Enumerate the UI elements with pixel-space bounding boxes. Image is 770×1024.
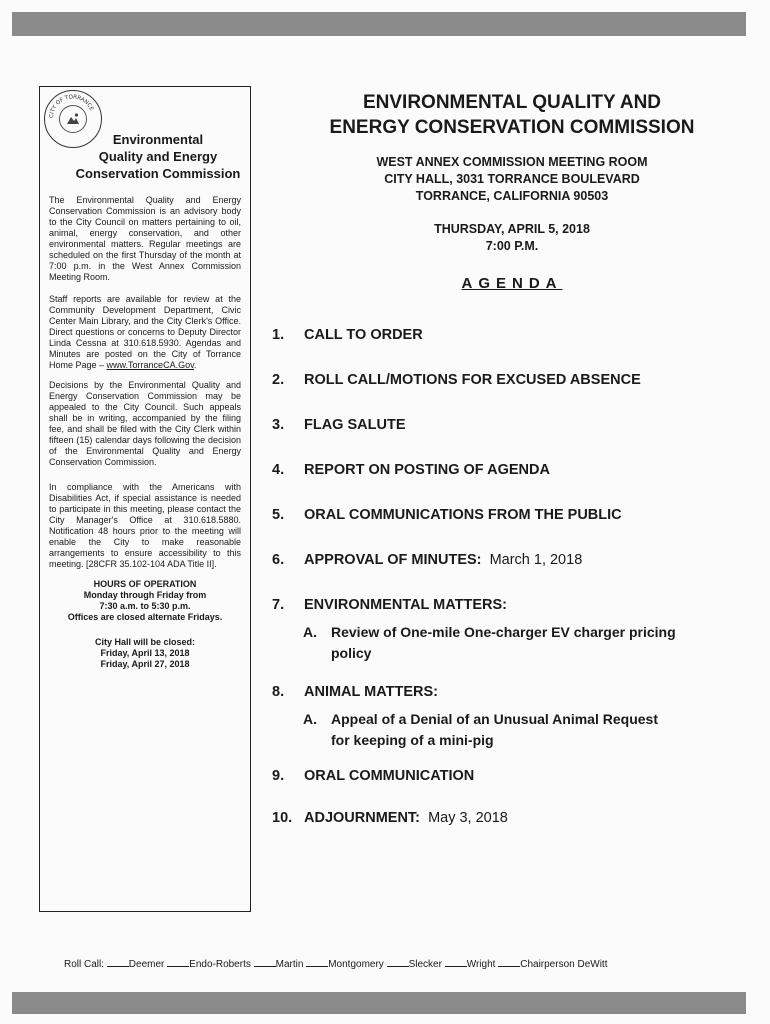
agenda-item-adjournment: 10. ADJOURNMENT: May 3, 2018 xyxy=(272,810,508,826)
agenda-item-roll-call: 2. ROLL CALL/MOTIONS FOR EXCUSED ABSENCE xyxy=(272,372,641,388)
roll-call-member: Deemer xyxy=(128,959,165,970)
commission-description: The Environmental Quality and Energy Conservation Commission is an advisory body to the City Council on matters pertaining to oil, animal, energy conservation, and other environmental matters. Regular meetings are scheduled on the first Thursday of the month at 7:00 p.m. in the West Annex Commission Meeting Room. xyxy=(49,195,241,282)
adjournment-date: May 3, 2018 xyxy=(428,810,508,826)
agenda-heading: AGENDA xyxy=(461,275,563,292)
page-title: ENVIRONMENTAL QUALITY AND ENERGY CONSERVATION COMMISSION xyxy=(329,92,695,138)
city-website-link[interactable]: www.TorranceCA.Gov xyxy=(106,360,194,370)
closure-dates: City Hall will be closed: Friday, April 13, 2018 Friday, April 27, 2018 xyxy=(94,637,196,669)
top-scan-band xyxy=(12,12,746,36)
sidebar-title: Environmental Quality and Energy Conservation Commission xyxy=(75,132,241,181)
appeals-note: Decisions by the Environmental Quality and Energy Conservation Commission may be appealed to the City Council. Such appeals shall be in writing, accompanied by the filing fee, and shall be filed with the City Clerk within fifteen (15) calendar days following the decision of the Environmental Quality and Energy Conservation Commission. xyxy=(49,380,241,467)
agenda-subitem-mini-pig-appeal: A. Appeal of a Denial of an Unusual Animal Request for keeping of a mini-pig xyxy=(303,711,658,748)
roll-call-member: Endo-Roberts xyxy=(189,959,251,970)
meeting-date: THURSDAY, APRIL 5, 2018 xyxy=(434,222,590,236)
agenda-item-animal-matters: 8. ANIMAL MATTERS: xyxy=(272,684,438,700)
roll-call-member: Montgomery xyxy=(328,959,384,970)
meeting-time: 7:00 P.M. xyxy=(485,239,539,253)
agenda-item-oral-communication: 9. ORAL COMMUNICATION xyxy=(272,768,475,784)
roll-call-member: Slecker xyxy=(408,959,442,970)
city-seal-icon xyxy=(44,90,102,148)
agenda-item-approval-of-minutes: 6. APPROVAL OF MINUTES: March 1, 2018 xyxy=(272,552,583,568)
svg-text:CITY OF TORRANCE: CITY OF TORRANCE xyxy=(48,94,95,119)
agenda-item-environmental-matters: 7. ENVIRONMENTAL MATTERS: xyxy=(272,597,507,613)
roll-call-member: Chairperson DeWitt xyxy=(520,959,608,970)
agenda-item-oral-communications-public: 5. ORAL COMMUNICATIONS FROM THE PUBLIC xyxy=(272,507,622,523)
ada-compliance-note: In compliance with the Americans with Disabilities Act, if special assistance is needed to participate in this meeting, please contact the City Manager's Office at 310.618.5880. Notification 48 hours prior to the meeting will enable the City to make reasonable arrangements to ensure accessibility to this meeting. [28CFR 35.102-104 ADA Title II]. xyxy=(49,482,241,569)
meeting-datetime xyxy=(262,221,762,255)
roll-call-member: Wright xyxy=(466,959,496,970)
roll-call-member: Martin xyxy=(275,959,304,970)
agenda-item-flag-salute: 3. FLAG SALUTE xyxy=(272,417,406,433)
commission-info-sidebar xyxy=(39,86,251,912)
minutes-date: March 1, 2018 xyxy=(489,552,583,568)
agenda-item-call-to-order: 1. CALL TO ORDER xyxy=(272,327,423,343)
agenda-item-posting-report: 4. REPORT ON POSTING OF AGENDA xyxy=(272,462,550,478)
hours-of-operation: HOURS OF OPERATION Monday through Friday from 7:30 a.m. to 5:30 p.m. Offices are closed alternate Fridays. xyxy=(67,579,223,622)
agenda-subitem-ev-charger-pricing: A. Review of One-mile One-charger EV charger pricing policy xyxy=(303,624,676,661)
staff-reports-note: Staff reports are available for review at the Community Development Department, Civic Center Main Library, and the City Clerk's Office. Direct questions or concerns to Deputy Director Linda Cessna at 310.618.5930. Agendas and Minutes are posted on the City of Torrance Home Page – www.TorranceCA.Gov. xyxy=(49,294,241,370)
roll-call-line: Roll Call: Deemer Endo-Roberts Martin Montgomery Slecker Wright Chairperson DeWitt xyxy=(64,956,754,972)
meeting-venue: WEST ANNEX COMMISSION MEETING ROOM CITY HALL, 3031 TORRANCE BOULEVARD TORRANCE, CALIFORNIA 90503 xyxy=(376,155,648,203)
bottom-scan-band xyxy=(12,992,746,1014)
